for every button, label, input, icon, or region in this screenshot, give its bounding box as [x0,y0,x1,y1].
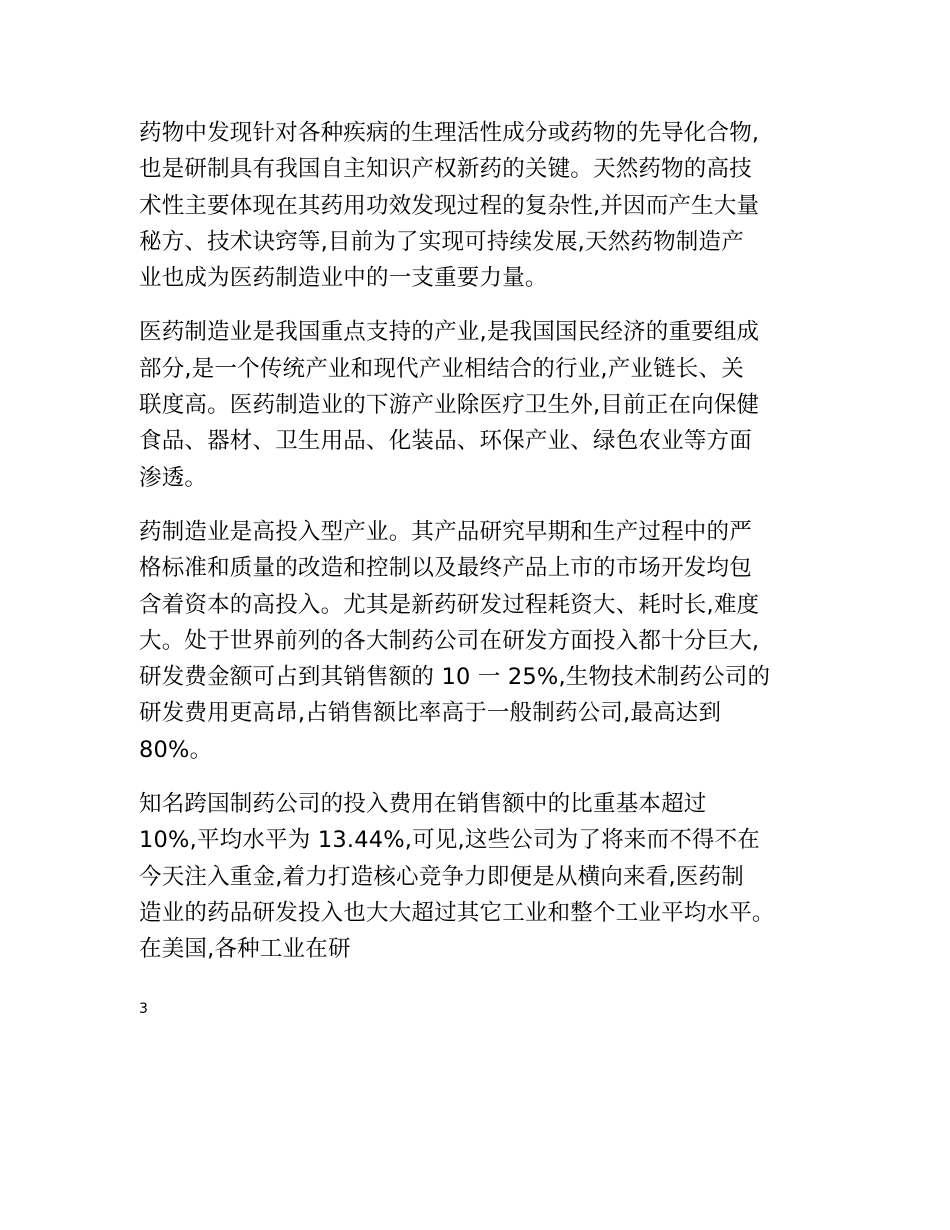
document-body [139,115,819,986]
paragraph-3 [139,514,819,768]
text-line: 渗透。 [139,464,208,491]
text-line: 80%。 [139,736,213,763]
text-line: 部分,是一个传统产业和现代产业相结合的行业,产业链长、关 [139,355,744,382]
page-number: 3 [139,1001,148,1017]
text-line: 秘方、技术诀窍等,目前为了实现可持续发展,天然药物制造产 [139,228,744,255]
text-line: 造业的药品研发投入也大大超过其它工业和整个工业平均水平。 [139,899,775,926]
text-line: 药物中发现针对各种疾病的生理活性成分或药物的先导化合物, [139,120,760,146]
text-line: 药制造业是高投入型产业。其产品研究早期和生产过程中的严 [139,518,752,545]
text-line: 联度高。医药制造业的下游产业除医疗卫生外,目前正在向保健 [139,392,760,419]
paragraph-2 [139,314,819,495]
text-line: 食品、器材、卫生用品、化装品、环保产业、绿色农业等方面 [139,428,752,455]
text-line: 业也成为医药制造业中的一支重要力量。 [139,265,548,292]
text-line: 含着资本的高投入。尤其是新药研发过程耗资大、耗时长,难度 [139,591,760,618]
text-line: 研发费用更高昂,占销售额比率高于一般制药公司,最高达到 [139,700,722,727]
text-line: 10%,平均水平为 13.44%,可见,这些公司为了将来而不得不在 [139,827,761,854]
text-line: 也是研制具有我国自主知识产权新药的关键。天然药物的高技 [139,156,752,183]
text-line: 研发费金额可占到其销售额的 10 一 25%,生物技术制药公司的 [139,664,771,691]
text-line: 格标准和质量的改造和控制以及最终产品上市的市场开发均包 [139,555,752,582]
paragraph-4 [139,786,819,967]
text-line: 今天注入重金,着力打造核心竞争力即便是从横向来看,医药制 [139,863,744,890]
text-line: 知名跨国制药公司的投入费用在销售额中的比重基本超过 [139,791,707,818]
text-line: 在美国,各种工业在研 [139,936,351,963]
paragraph-1 [139,115,819,296]
text-line: 术性主要体现在其药用功效发现过程的复杂性,并因而产生大量 [139,192,760,219]
text-line: 大。处于世界前列的各大制药公司在研发方面投入都十分巨大, [139,627,760,654]
text-line: 医药制造业是我国重点支持的产业,是我国国民经济的重要组成 [139,319,760,346]
